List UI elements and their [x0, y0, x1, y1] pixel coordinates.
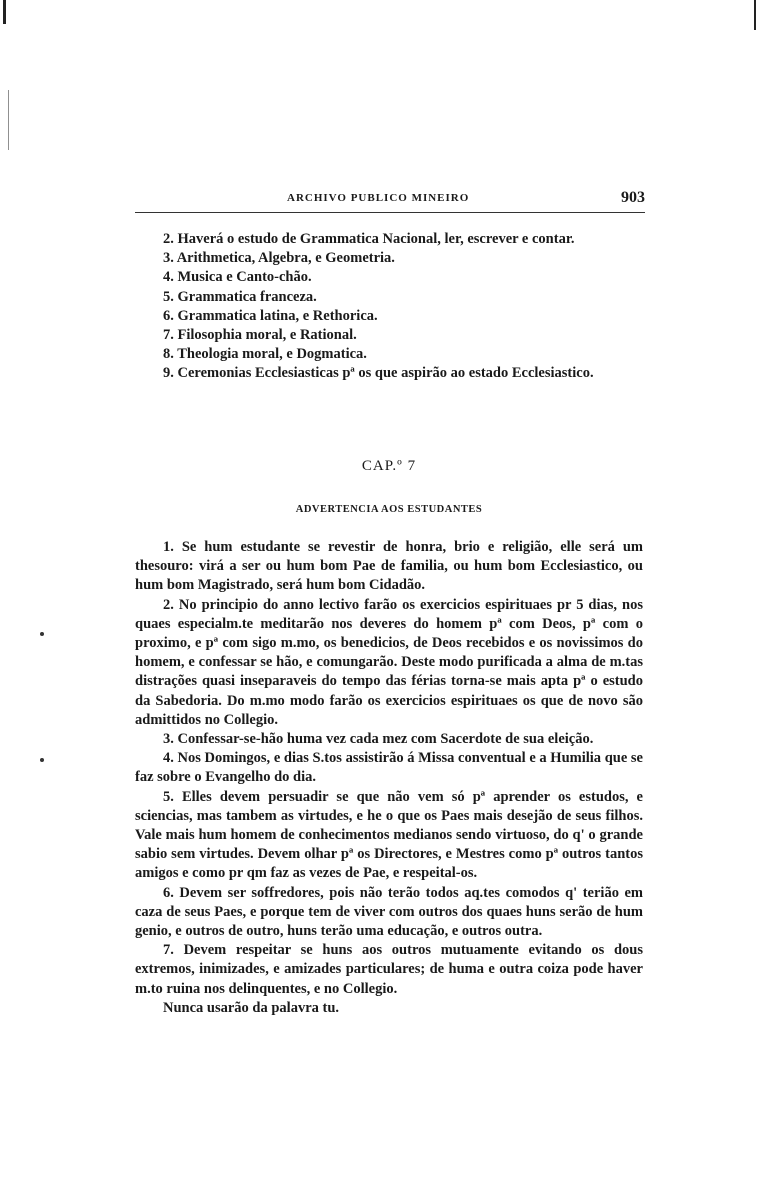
scan-mark-top-left: [3, 0, 6, 24]
paragraph: 4. Nos Domingos, e dias S.tos assistirão á Missa conventual e a Humilia que se faz sobre o Evangelho do dia.: [135, 750, 643, 786]
scan-mark-right-edge: [754, 0, 756, 30]
list-item: 5. Grammatica franceza.: [163, 288, 317, 305]
paragraph: 2. No principio do anno lectivo farão os exercicios espirituaes pr 5 dias, nos quaes especialm.te meditarão nos deveres do homem pª com Deos, pª com o proximo, e pª com sigo m.mo, os benedicios, de Deos recebidos e os novissimos do homem, e confessar se hão, e comungarão. Deste modo purificada a alma de m.tas distrações quasi inseparaveis do tempo das férias torna-se mais apta pª o estudo da Sabedoria. Do m.mo modo farão os exercicios espirituaes os que de novo são admittidos no Collegio.: [135, 596, 643, 728]
list-item: 4. Musica e Canto-chão.: [163, 269, 312, 286]
paragraph: 5. Elles devem persuadir se que não vem só pª aprender os estudos, e sciencias, mas tambem as virtudes, e he o que os Paes mais desejão de seus filhos. Vale mais hum homem de conhecimentos medianos sendo virtuoso, do q' o grande sabio sem virtudes. Devem olhar pª os Directores, e Mestres como pª outros tantos amigos e como pr qm faz as vezes de Pae, e respeital-os.: [135, 788, 643, 882]
section-title: ADVERTENCIA AOS ESTUDANTES: [295, 504, 483, 515]
margin-dot: [40, 632, 44, 636]
paragraph: 6. Devem ser soffredores, pois não terão todos aq.tes comodos q' terião em caza de seus Paes, e porque tem de viver com outros dos quaes huns serão de hum genio, e outros de outro, huns terão uma educação, e outros outra.: [135, 884, 643, 940]
subject-list: [135, 230, 643, 384]
advice-paragraphs: [135, 538, 643, 1018]
list-item: 9. Ceremonias Ecclesiasticas pª os que aspirão ao estado Ecclesiastico.: [163, 365, 594, 382]
header-rule: [135, 212, 645, 213]
page-number: 903: [621, 189, 645, 206]
paragraph: Nunca usarão da palavra tu.: [163, 999, 340, 1016]
page-header: [135, 189, 645, 208]
list-item: 8. Theologia moral, e Dogmatica.: [163, 346, 367, 363]
paragraph: 3. Confessar-se-hão huma vez cada mez com Sacerdote de sua eleição.: [163, 731, 594, 748]
scan-mark-left-edge: [8, 90, 9, 150]
margin-dot: [40, 758, 44, 762]
list-item: 3. Arithmetica, Algebra, e Geometria.: [163, 250, 395, 267]
list-item: 6. Grammatica latina, e Rethorica.: [163, 307, 378, 324]
list-item: 7. Filosophia moral, e Rational.: [163, 327, 357, 344]
paragraph: 1. Se hum estudante se revestir de honra, brio e religião, elle será um thesouro: virá a ser ou hum bom Pae de familia, ou hum bom Ecclesiastico, ou hum bom Magistrado, será hum bom Cidadão.: [135, 539, 643, 594]
chapter-heading: CAP.º 7: [361, 458, 417, 474]
list-item: 2. Haverá o estudo de Grammatica Nacional, ler, escrever e contar.: [163, 231, 575, 247]
paragraph: 7. Devem respeitar se huns aos outros mutuamente evitando os dous extremos, inimizades, e amizades particulares; de huma e outra coiza pode haver m.to ruina nos delinquentes, e no Collegio.: [135, 942, 643, 997]
running-head: ARCHIVO PUBLICO MINEIRO: [287, 192, 470, 204]
